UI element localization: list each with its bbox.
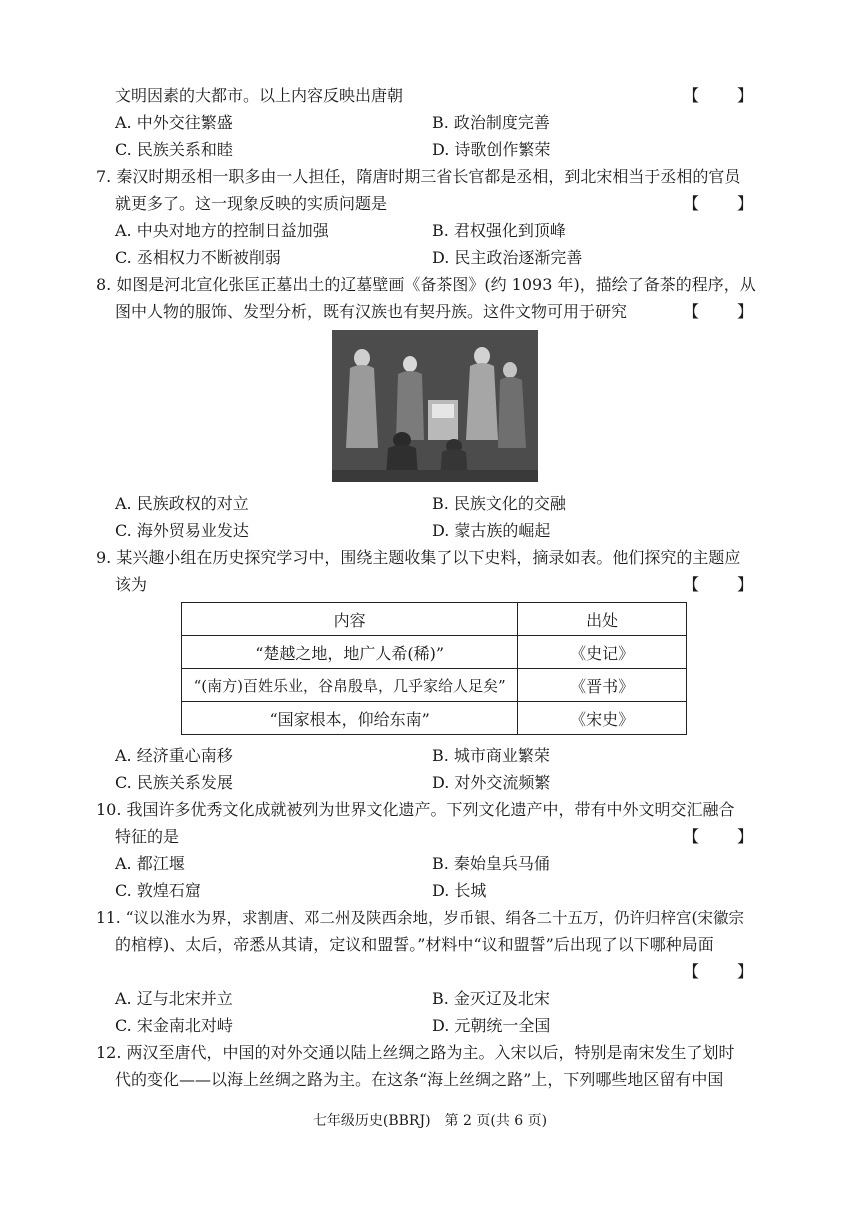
q11-text-1: 11. “议以淮水为界，求割唐、邓二州及陕西余地，岁币银、绢各二十五万，仍许归梓宫(宋徽宗	[96, 909, 745, 927]
q7-answer-bracket: 【 】	[682, 194, 755, 213]
q9-option-a: A. 经济重心南移	[115, 746, 233, 765]
table-row	[182, 636, 687, 669]
q6-option-a: A. 中外交往繁盛	[115, 113, 233, 132]
q6-tail-line	[115, 86, 755, 106]
q11-option-b: B. 金灭辽及北宋	[432, 989, 550, 1008]
q6-option-b: B. 政治制度完善	[432, 113, 550, 132]
q7-text-2: 就更多了。这一现象反映的实质问题是	[115, 194, 388, 213]
q11-line-3	[115, 962, 755, 982]
q7-option-c: C. 丞相权力不断被削弱	[115, 248, 281, 267]
q9-answer-bracket: 【 】	[682, 575, 755, 594]
q11-option-c: C. 宋金南北对峙	[115, 1016, 233, 1035]
q7-line-2	[115, 194, 755, 214]
table-cell-content: “国家根本，仰给东南”	[182, 702, 518, 735]
q8-line-2	[115, 302, 755, 322]
q9-option-b: B. 城市商业繁荣	[432, 746, 550, 765]
q12-line-1	[96, 1043, 755, 1063]
table-row	[182, 669, 687, 702]
q10-text-1: 10. 我国许多优秀文化成就被列为世界文化遗产。下列文化遗产中，带有中外文明交汇融合	[96, 800, 735, 819]
q9-line-1	[96, 548, 755, 568]
q11-option-d: D. 元朝统一全国	[432, 1016, 551, 1035]
q9-text-2: 该为	[115, 575, 148, 594]
q8-option-a: A. 民族政权的对立	[115, 494, 249, 513]
q6-option-d: D. 诗歌创作繁荣	[432, 140, 551, 159]
q7-option-b: B. 君权强化到顶峰	[432, 221, 566, 240]
q8-option-b: B. 民族文化的交融	[432, 494, 566, 513]
q11-line-2	[115, 935, 755, 955]
q11-line-1	[96, 908, 755, 928]
q8-answer-bracket: 【 】	[682, 302, 755, 321]
q10-line-2	[115, 827, 755, 847]
q9-text-1: 9. 某兴趣小组在历史探究学习中，围绕主题收集了以下史料，摘录如表。他们探究的主题应	[96, 548, 741, 567]
historical-sources-table	[181, 602, 687, 735]
q10-option-a: A. 都江堰	[115, 854, 185, 873]
q6-tail-text: 文明因素的大都市。以上内容反映出唐朝	[115, 86, 404, 105]
q10-text-2: 特征的是	[115, 827, 180, 846]
q6-option-c: C. 民族关系和睦	[115, 140, 233, 159]
table-cell-content: “(南方)百姓乐业，谷帛殷阜，几乎家给人足矣”	[182, 669, 518, 702]
q6-answer-bracket: 【 】	[682, 86, 755, 105]
table-cell-source: 《晋书》	[518, 669, 687, 702]
q7-option-a: A. 中央对地方的控制日益加强	[115, 221, 329, 240]
q7-text-1: 7. 秦汉时期丞相一职多由一人担任，隋唐时期三省长官都是丞相，到北宋相当于丞相的官员	[96, 167, 741, 186]
q9-option-d: D. 对外交流频繁	[432, 773, 551, 792]
q12-text-1: 12. 两汉至唐代，中国的对外交通以陆上丝绸之路为主。入宋以后，特别是南宋发生了划时	[96, 1043, 735, 1062]
q8-text-1: 8. 如图是河北宣化张匡正墓出土的辽墓壁画《备茶图》(约 1093 年)，描绘了备茶的程序，从	[96, 275, 756, 294]
q8-option-d: D. 蒙古族的崛起	[432, 521, 551, 540]
table-cell-source: 《史记》	[518, 636, 687, 669]
q10-answer-bracket: 【 】	[682, 827, 755, 846]
table-header-content: 内容	[182, 603, 518, 636]
q10-line-1	[96, 800, 755, 820]
q12-text-2: 代的变化——以海上丝绸之路为主。在这条“海上丝绸之路”上，下列哪些地区留有中国	[115, 1070, 724, 1089]
q9-line-2	[115, 575, 755, 595]
q8-text-2: 图中人物的服饰、发型分析，既有汉族也有契丹族。这件文物可用于研究	[115, 302, 628, 321]
q11-option-a: A. 辽与北宋并立	[115, 989, 233, 1008]
q8-line-1	[96, 275, 755, 295]
q12-line-2	[115, 1070, 755, 1090]
table-cell-source: 《宋史》	[518, 702, 687, 735]
q10-option-b: B. 秦始皇兵马俑	[432, 854, 550, 873]
table-header-row	[182, 603, 687, 636]
q7-line-1	[96, 167, 755, 187]
q7-option-d: D. 民主政治逐渐完善	[432, 248, 583, 267]
q10-option-d: D. 长城	[432, 881, 487, 900]
page-footer: 七年级历史(BBRJ) 第 2 页(共 6 页)	[312, 1113, 548, 1129]
mural-illustration	[332, 330, 538, 482]
mural-tea-preparation-image	[332, 330, 538, 482]
table-header-source: 出处	[518, 603, 687, 636]
q9-option-c: C. 民族关系发展	[115, 773, 233, 792]
q11-answer-bracket: 【 】	[682, 962, 755, 981]
q10-option-c: C. 敦煌石窟	[115, 881, 201, 900]
q8-option-c: C. 海外贸易业发达	[115, 521, 249, 540]
table-cell-content: “楚越之地，地广人希(稀)”	[182, 636, 518, 669]
table-row	[182, 702, 687, 735]
q11-text-2: 的棺椁)、太后，帝悉从其请，定议和盟誓。”材料中“议和盟誓”后出现了以下哪种局面	[115, 935, 714, 954]
